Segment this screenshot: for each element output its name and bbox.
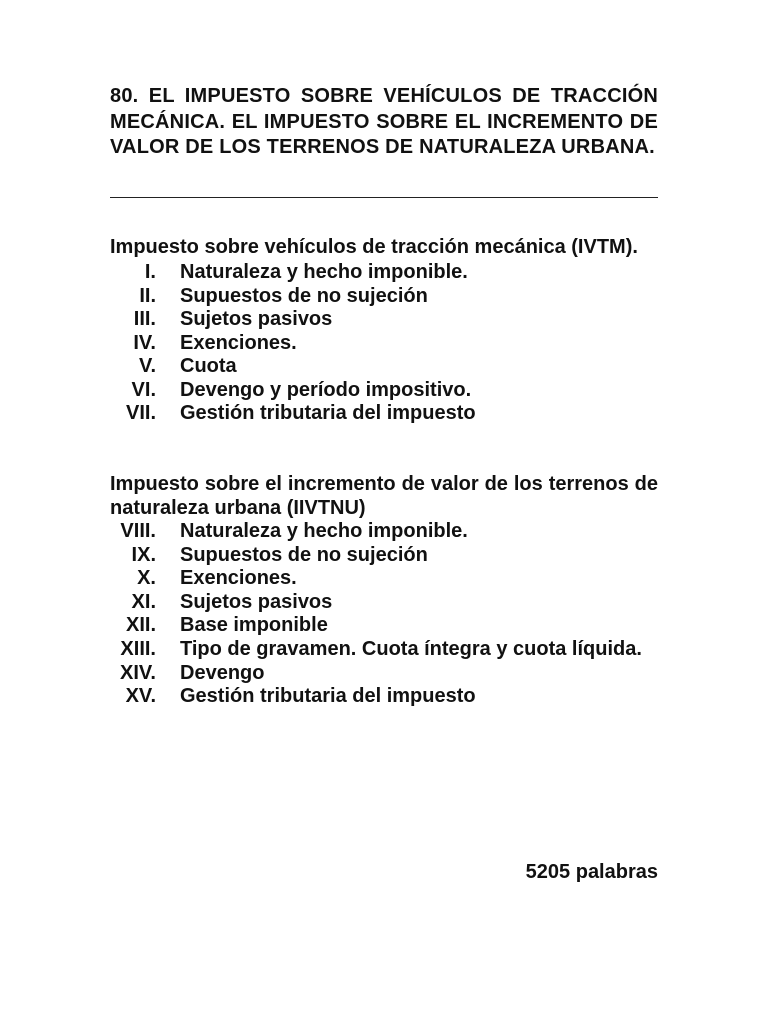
item-text: Sujetos pasivos (180, 590, 333, 613)
list-item (110, 614, 658, 638)
horizontal-divider (110, 197, 658, 198)
item-text: Devengo y período impositivo. (180, 378, 472, 401)
item-text: Sujetos pasivos (180, 308, 333, 331)
item-number: IV. (133, 331, 156, 354)
list-item (110, 685, 658, 709)
item-text: Exenciones. (180, 331, 297, 354)
section-heading: Impuesto sobre el incremento de valor de los terrenos de naturaleza urbana (IIVTNU) (110, 473, 658, 520)
item-number: XIV. (120, 661, 156, 684)
item-text: Naturaleza y hecho imponible. (180, 520, 468, 543)
section-item-list (110, 259, 658, 427)
list-item (110, 332, 658, 356)
item-number: VII. (125, 402, 156, 425)
item-number: II. (139, 284, 156, 307)
list-item (110, 379, 658, 403)
item-number: VI. (131, 378, 156, 401)
list-item (110, 402, 658, 426)
list-item (110, 638, 658, 662)
item-number: XII. (125, 614, 156, 637)
item-number: IX. (131, 543, 156, 566)
list-item (110, 544, 658, 568)
list-item (110, 520, 658, 544)
item-text: Base imponible (180, 614, 328, 637)
list-item (110, 355, 658, 379)
document-page (110, 84, 658, 709)
section-ivtm (110, 235, 658, 427)
item-number: XV. (125, 685, 156, 708)
section-item-list (110, 520, 658, 709)
item-number: XI. (131, 590, 156, 613)
item-text: Cuota (180, 355, 237, 378)
item-number: XIII. (120, 638, 156, 661)
item-text: Tipo de gravamen. Cuota íntegra y cuota líquida. (180, 638, 642, 661)
item-text: Gestión tributaria del impuesto (180, 685, 476, 708)
item-text: Naturaleza y hecho imponible. (180, 260, 468, 283)
item-text: Exenciones. (180, 567, 297, 590)
item-text: Supuestos de no sujeción (180, 284, 428, 307)
section-heading: Impuesto sobre vehículos de tracción mecánica (IVTM). (110, 235, 638, 258)
item-number: V. (138, 355, 156, 378)
list-item (110, 308, 658, 332)
item-text: Supuestos de no sujeción (180, 543, 428, 566)
document-title: 80. EL IMPUESTO SOBRE VEHÍCULOS DE TRACCIÓN MECÁNICA. EL IMPUESTO SOBRE EL INCREMENTO DE VALOR DE LOS TERRENOS DE NATURALEZA URBANA. (110, 85, 658, 158)
list-item (110, 567, 658, 591)
item-text: Devengo (180, 661, 265, 684)
item-number: X. (137, 567, 156, 590)
item-text: Gestión tributaria del impuesto (180, 402, 476, 425)
item-number: I. (144, 260, 156, 283)
list-item (110, 591, 658, 615)
list-item (110, 662, 658, 686)
section-iivtnu (110, 472, 658, 709)
list-item (110, 285, 658, 309)
word-count: 5205 palabras (525, 861, 658, 883)
item-number: VIII. (120, 520, 156, 543)
list-item (110, 259, 658, 285)
item-number: III. (133, 308, 156, 331)
